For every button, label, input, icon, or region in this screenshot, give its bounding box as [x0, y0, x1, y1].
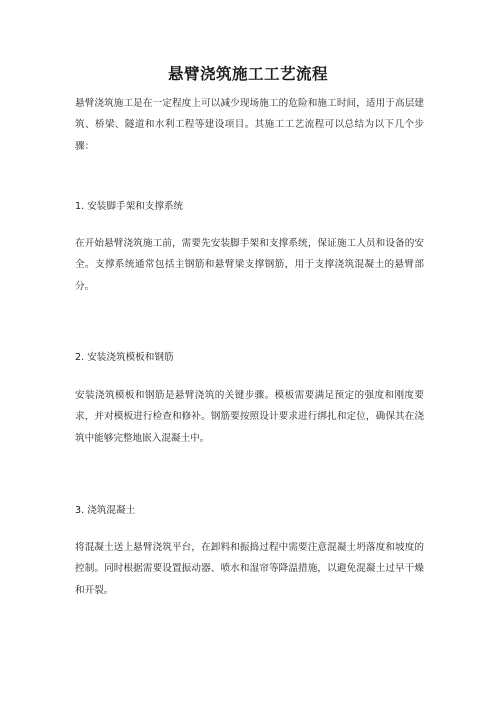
- section-heading-1: 1. 安装脚手架和支撑系统: [75, 201, 184, 212]
- section-body-2: 安装浇筑模板和钢筋是悬臂浇筑的关键步骤。模板需要满足预定的强度和刚度要求，并对模板进行检查和修补。钢筋要按照设计要求进行绑扎和定位，确保其在浇筑中能够完整地嵌入混凝土中。: [75, 390, 424, 444]
- section-heading-2: 2. 安装浇筑模板和钢筋: [75, 352, 174, 363]
- section-body-1: 在开始悬臂浇筑施工前，需要先安装脚手架和支撑系统，保证施工人员和设备的安全。支撑系统通常包括主钢筋和悬臂梁支撑钢筋，用于支撑浇筑混凝土的悬臂部分。: [75, 238, 424, 292]
- intro-paragraph: 悬臂浇筑施工是在一定程度上可以减少现场施工的危险和施工时间，适用于高层建筑、桥梁、隧道和水利工程等建设项目。其施工工艺流程可以总结为以下几个步骤：: [75, 98, 424, 152]
- section-heading-3: 3. 浇筑混凝土: [75, 505, 136, 516]
- document-title: 悬臂浇筑施工工艺流程: [167, 65, 328, 83]
- section-body-3: 将混凝土送上悬臂浇筑平台，在卸料和振捣过程中需要注意混凝土坍落度和坡度的控制。同时根据需要设置振动器、喷水和湿帘等降温措施，以避免混凝土过早干燥和开裂。: [75, 542, 424, 596]
